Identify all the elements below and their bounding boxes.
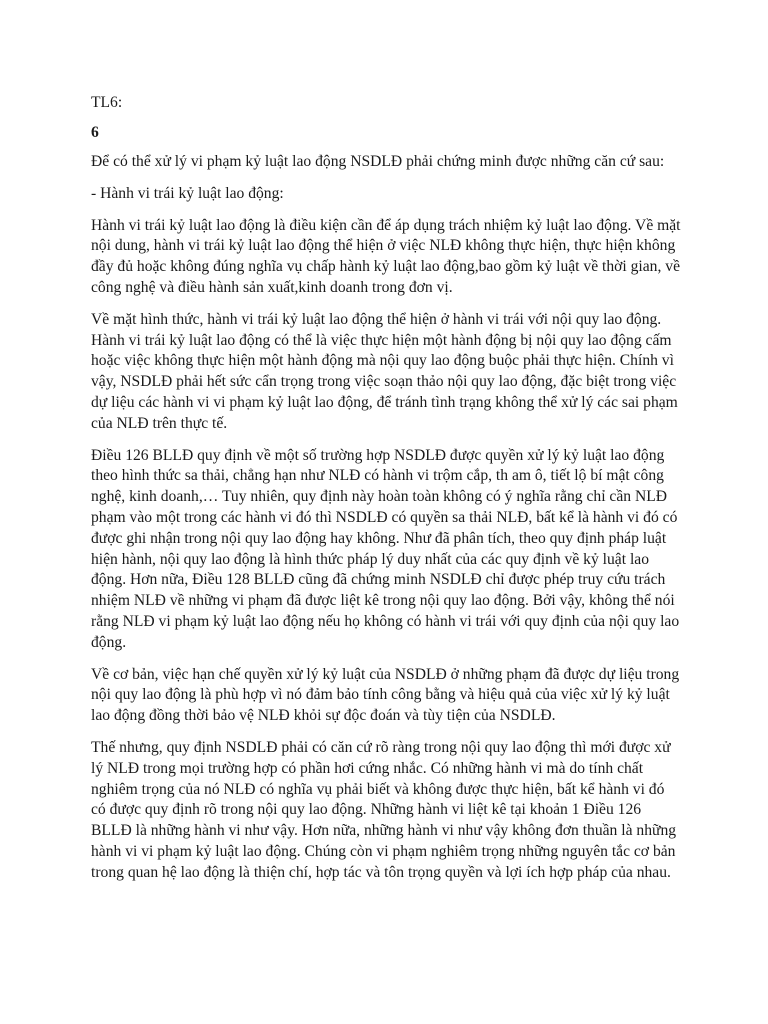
paragraph-form: Về mặt hình thức, hành vi trái kỷ luật lao động thể hiện ở hành vi trái với nội quy lao động. Hành vi trái kỷ luật lao động có thể là việc thực hiện một hành động bị nội quy lao động cấm hoặc việc không thực hiện một hành động mà nội quy lao động buộc phải thực hiện. Chính vì vậy, NSDLĐ phải hết sức cẩn trọng trong việc soạn thảo nội quy lao động, đặc biệt trong việc dự liệu các hành vi vi phạm kỷ luật lao động, để tránh tình trạng không thể xử lý các sai phạm của NLĐ trên thực tế. [91, 310, 678, 432]
paragraph-intro: Để có thể xử lý vi phạm kỷ luật lao động NSDLĐ phải chứng minh được những căn cứ sau: [91, 153, 665, 170]
paragraph-content: Hành vi trái kỷ luật lao động là điều kiện cần để áp dụng trách nhiệm kỷ luật lao động. Về mặt nội dung, hành vi trái kỷ luật lao động thể hiện ở việc NLĐ không thực hiện, thực hiện không đầy đủ hoặc không đúng nghĩa vụ chấp hành kỷ luật lao động,bao gồm kỷ luật về thời gian, về công nghệ và điều hành sản xuất,kinh doanh trong đơn vị. [91, 216, 681, 296]
paragraph-basic: Về cơ bản, việc hạn chế quyền xử lý kỷ luật của NSDLĐ ở những phạm đã được dự liệu trong nội quy lao động là phù hợp vì nó đảm bảo tính công bằng và hiệu quả của việc xử lý kỷ luật lao động đồng thời bảo vệ NLĐ khỏi sự độc đoán và tùy tiện của NSDLĐ. [91, 665, 680, 725]
paragraph-subheading: - Hành vi trái kỷ luật lao động: [91, 184, 284, 202]
document-page [91, 92, 681, 895]
document-label: TL6: [91, 94, 123, 111]
section-number: 6 [91, 124, 99, 141]
paragraph-article-126: Điều 126 BLLĐ quy định về một số trường hợp NSDLĐ được quyền xử lý kỷ luật lao động theo hình thức sa thải, chẳng hạn như NLĐ có hành vi trộm cắp, th am ô, tiết lộ bí mật công nghệ, kinh doanh,… Tuy nhiên, quy định này hoàn toàn không có ý nghĩa rằng chỉ cần NLĐ phạm vào một trong các hành vi đó thì NSDLĐ có quyền sa thải NLĐ, bất kể là hành vi đó có được ghi nhận trong nội quy lao động hay không. Như đã phân tích, theo quy định pháp luật hiện hành, nội quy lao động là hình thức pháp lý duy nhất của các quy định về kỷ luật lao động. Hơn nữa, Điều 128 BLLĐ cũng đã chứng minh NSDLĐ chỉ được phép truy cứu trách nhiệm NLĐ về những vi phạm đã được liệt kê trong nội quy lao động. Bởi vậy, không thể nói rằng NLĐ vi phạm kỷ luật lao động nếu họ không có hành vi trái với quy định của nội quy lao động. [91, 446, 680, 651]
paragraph-however: Thế nhưng, quy định NSDLĐ phải có căn cứ rõ ràng trong nội quy lao động thì mới được xử lý NLĐ trong mọi trường hợp có phần hơi cứng nhắc. Có những hành vi mà do tính chất nghiêm trọng của nó NLĐ có nghĩa vụ phải biết và không được thực hiện, bất kể hành vi đó có được quy định rõ trong nội quy lao động. Những hành vi liệt kê tại khoản 1 Điều 126 BLLĐ là những hành vi như vậy. Hơn nữa, những hành vi như vậy không đơn thuần là những hành vi vi phạm kỷ luật lao động. Chúng còn vi phạm nghiêm trọng những nguyên tắc cơ bản trong quan hệ lao động là thiện chí, hợp tác và tôn trọng quyền và lợi ích hợp pháp của nhau. [91, 738, 677, 881]
